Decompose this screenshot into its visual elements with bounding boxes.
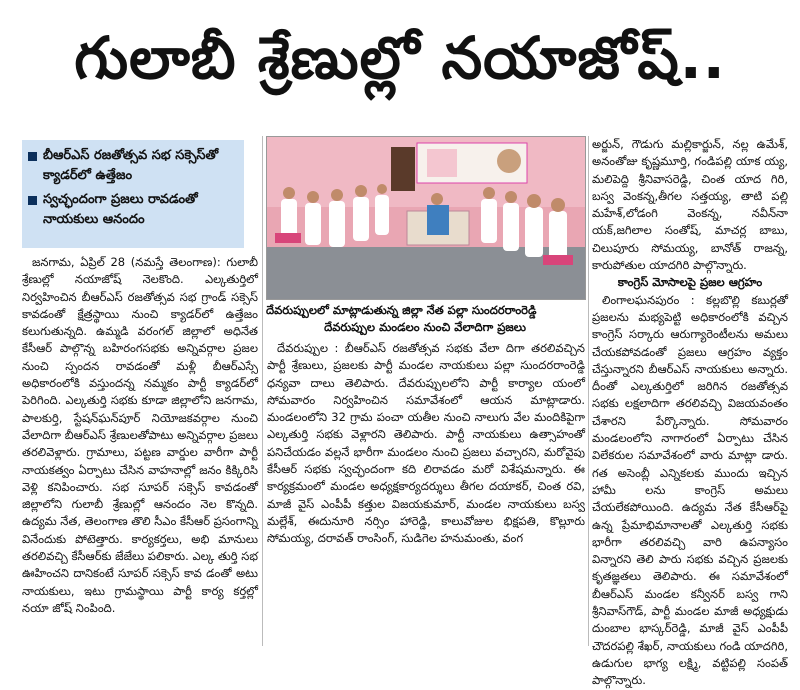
bullet-square-icon [28,196,37,205]
bullet-square-icon [28,152,37,161]
meeting-photo-illustration [267,137,585,299]
left-column [22,254,258,646]
right-column [592,136,788,688]
highlight-text: స్వచ్ఛందంగా ప్రజలు రావడంతో నాయకులు ఆనందం [43,192,198,227]
news-photo [266,136,586,300]
highlight-item [28,190,238,230]
column-divider [262,136,263,646]
article-paragraph: దేవరుప్పుల : బీఆర్ఎస్ రజతోత్సవ సభకు వేలా దిగా తరలివచ్చిన పార్టీ శ్రేణులు, ప్రజలకు పార్టీ మండల నాయకులు పల్లా సుందరరాంరెడ్డి ధన్యవా దాలు తెలిపారు. దేవరుప్పులలోని పార్టీ కార్యాల యంలో సోమవారం నిర్వహించిన సమావేశంలో ఆయన మాట్లాడారు. మండలంలోని 32 గ్రామ పంచా యతీల నుంచి నాలుగు వేల మందికిపైగా ఎల్కతుర్తి సభకు వెళ్లారని తెలిపారు. పార్టీ నాయకులు ఉత్సాహంతో పనిచేయడం వల్లనే భారీగా మండలం నుంచి ప్రజలు వచ్చారని, మరోవైపు కేసీఆర్ సభకు స్వచ్ఛందంగా కది లిరావడం మరో విశేషమన్నారు. ఈ కార్యక్రమంలో మండల అధ్యక్షకార్యదర్శులు తీగల దయాకర్, చింత రవి, మాజీ వైస్ ఎంపీపీ కత్తుల విజయకుమార్, మండల నాయకులు బస్వ మల్లేశ్, ఈదునూరి నర్సిం హారెడ్డి, కాలువోజుల భిక్షపతి, కొల్లూరు సోమయ్య, దరావత్ రాంసింగ్, సుడిగెల హనుమంతు, వంగ [267,341,585,546]
headline: గులాబీ శ్రేణుల్లో నయాజోష్.. [74,23,726,92]
highlight-text: బీఆర్ఎస్ రజతోత్సవ సభ సక్సెస్‌తో క్యాడర్‌లో ఉత్తేజం [43,148,219,183]
article-paragraph: లింగాలఘనపురం : కల్లబొల్లి కబుర్లతో ప్రజలను మభ్యపెట్టి అధికారంలోకి వచ్చిన కాంగ్రెస్ సర్కారు ఆరుగ్యారెంటీలను అమలు చేయకపోవడంతో ప్రజలు ఆగ్రహం వ్యక్తం చేస్తున్నారని బీఆర్ఎస్ నాయకులు అన్నారు. దీంతో ఎల్కతుర్తిలో జరిగిన రజతోత్సవ సభకు లక్షలాదిగా తరలివచ్చి విజయవంతం చేశారని పేర్కొన్నారు. సోమవారం మండలంలోని నాగారంలో ఏర్పాటు చేసిన విలేకరుల సమావేశంలో వారు మాట్లా డారు. గత అసెంబ్లీ ఎన్నికలకు ముందు ఇచ్చిన హామీ లను కాంగ్రెస్ అమలు చేయలేకపోయింది. ఉద్యమ నేత కేసీఆర్‌పై ఉన్న ప్రేమాభిమానాలతో ఎల్కతుర్తి సభకు భారీగా తరలివచ్చి వారి ఉపన్యాసం విన్నారని తెలి పారు సభకు వచ్చిన ప్రజలకు కృతజ్ఞతలు తెలిపారు. ఈ సమావేశంలో బీఆర్ఎస్ మండల కన్వీనర్ బస్వ గాని శ్రీనివాస్‌గౌడ్, పార్టీ మండల మాజీ అధ్యక్షుడు దుంబాల భాస్కర్‌రెడ్డి, మాజీ వైస్ ఎంపీపీ చౌదరపల్లి శేఖర్, నాయకులు గండి యాదగిరి, ఉడుగుల భాగ్య లక్ష్మి, వట్టిపల్లి సంపత్ పాల్గొన్నారు. [592,292,788,688]
photo-caption: దేవరుప్పులలో మాట్లాడుతున్న జిల్లా నేత పల్లా సుందరరాంరెడ్డి [266,303,537,317]
column-divider [588,136,589,646]
section-subhead: కాంగ్రెస్ మోసాలపై ప్రజల ఆగ్రహం [617,275,763,290]
highlights-box [22,140,244,248]
article-paragraph: జనగామ, ఏప్రిల్ 28 (నమస్తే తెలంగాణ): గులాబీ శ్రేణుల్లో నయాజోష్ నెలకొంది. ఎల్కతుర్తిలో నిర్వహించిన బీఆర్ఎస్ రజతోత్సవ సభ గ్రాండ్ సక్సెస్ కావడంతో క్షేత్రస్థాయి నుంచి క్యాడర్‌లో ఉత్తేజం కలుగుతున్నది. ఉమ్మడి వరంగల్ జిల్లాలో అధినేత కేసీఆర్ పాల్గొన్న బహిరంగసభకు అన్నివర్గాల ప్రజల నుంచి స్పందన రావడంతో మళ్లీ బీఆర్ఎస్సే అధికారంలోకి వస్తుందన్న నమ్మకం పార్టీ క్యాడర్‌లో పెరిగింది. ఎల్కతుర్తి సభకు కూడా జిల్లాలోని జనగామ, పాలకుర్తి, స్టేషన్‌ఘన్‌పూర్ నియోజకవర్గాల నుంచి వేలాదిగా బీఆర్ఎస్ శ్రేణులతోపాటు అన్నివర్గాల ప్రజలు తరలివెళ్లారు. గ్రామాలు, పట్టణ వార్డుల వారీగా పార్టీ నాయకత్వం ఏర్పాటు చేసిన వాహనాల్లో జనం కిక్కిరిసి వెళ్లి కనిపించారు. సభ సూపర్ సక్సెస్ కావడంతో జిల్లాలోని గులాబీ శ్రేణుల్లో ఆనందం నెల కొన్నది. ఉద్యమ నేత, తెలంగాణ తొలి సీఎం కేసీఆర్ ప్రసంగాన్ని వినేందుకు పోటెత్తారు. కార్యకర్తలు, అభి మానులు తరలివచ్చి కేసీఆర్‌కు జేజేలు పలికారు. ఎల్క తుర్తి సభ ఊహించని దానికంటే సూపర్ సక్సెస్ కావ డంతో అటు నాయకులు, ఇటు గ్రామస్థాయి పార్టీ కార్య కర్తల్లో నయా జోష్ నింపింది. [22,255,258,615]
highlight-item [28,146,238,186]
section-subhead: దేవరుప్పుల మండలం నుంచి వేలాదిగా ప్రజలు [324,320,526,334]
middle-column [267,340,585,646]
article-paragraph: అర్జున్, గౌడుగు మల్లికార్జున్, నల్ల ఉమేశ్, అనంతోజు కృష్ణమూర్తి, గండిపల్లి యాక య్య, మలిపెద్ది శ్రీనివాసరెడ్డి, చింత యాద గిరి, బస్వ వెంకన్న,తీగల సత్తయ్య, తాటి పల్లి మహేశ్,లోడంగి వెంకన్న, నవీన్‌నా యక్,జగిలాల సంతోష్, మాచర్ల బాబు, చిలుపూరు సోమయ్య, బానోత్ రాజన్న, కారుపోతుల యాదగిరి పాల్గొన్నారు. [592,137,788,273]
